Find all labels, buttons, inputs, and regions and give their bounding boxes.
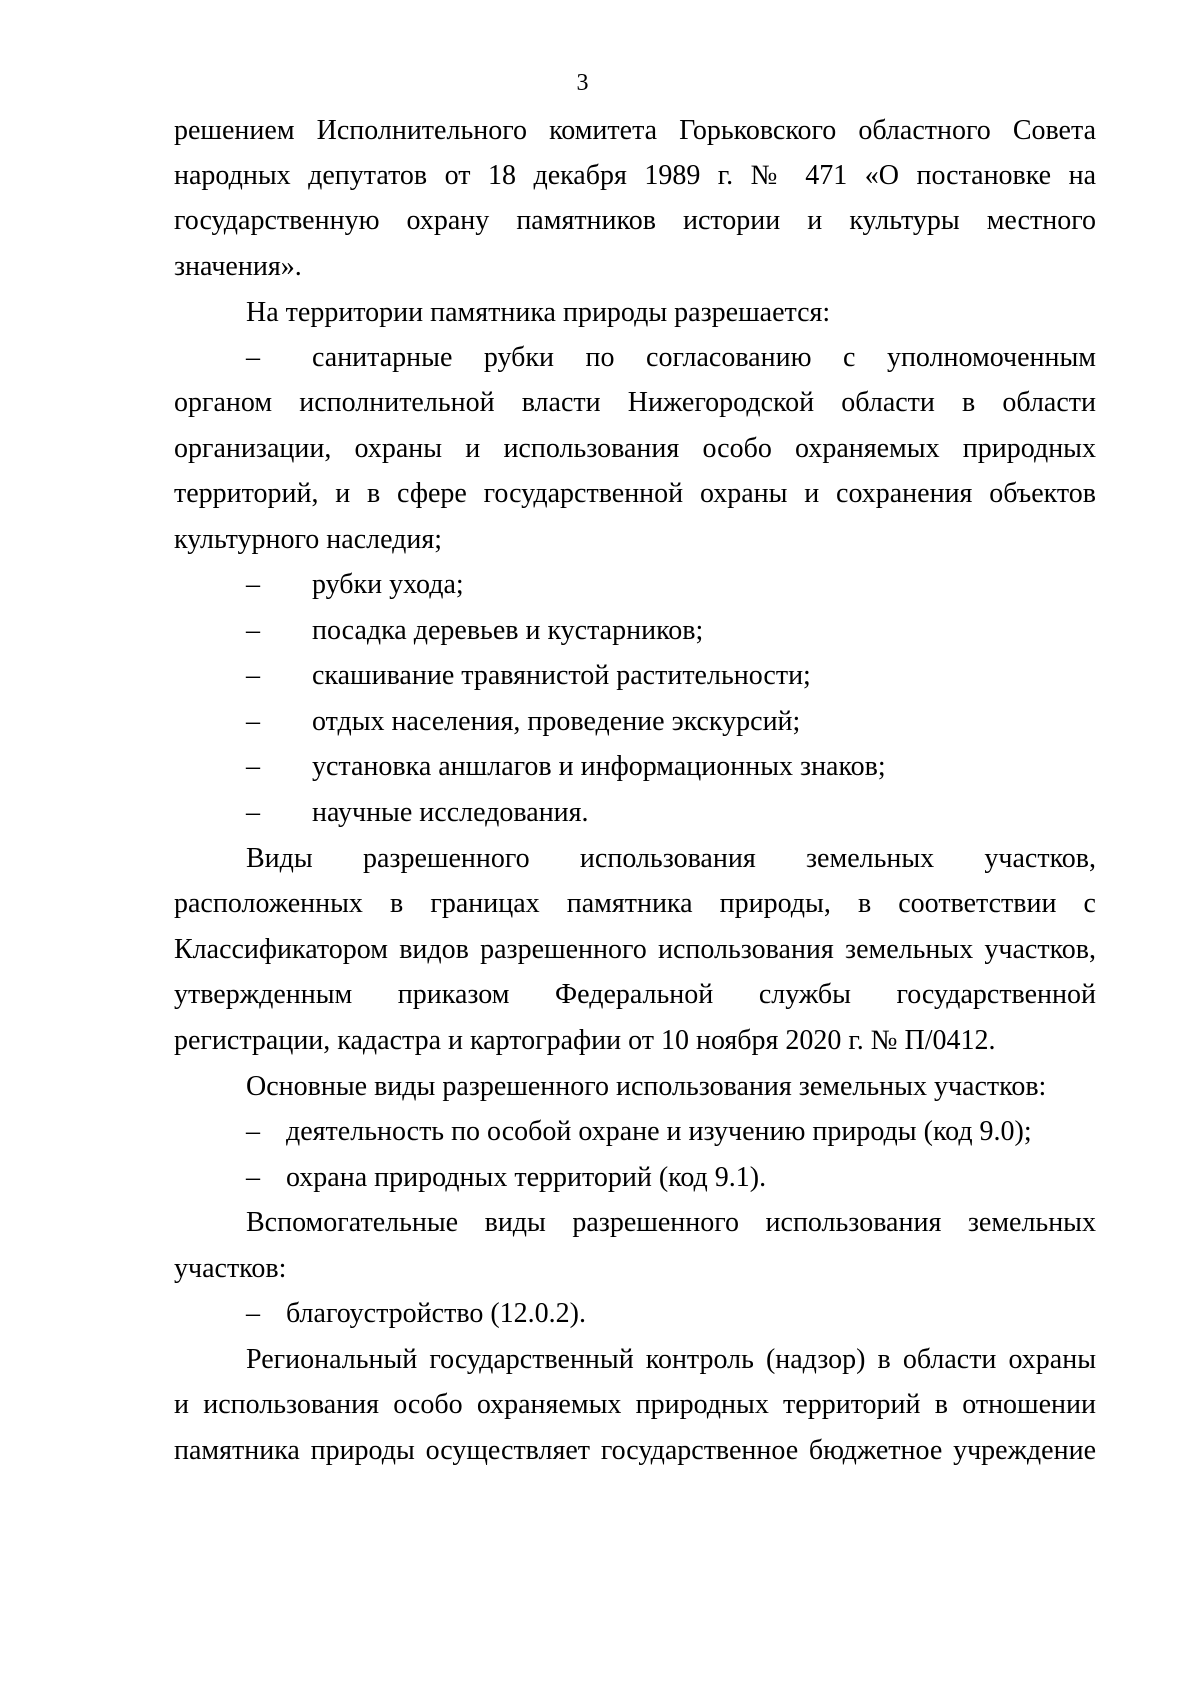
- intro-line: решением Исполнительного комитета Горьковского областного Совета: [174, 115, 1096, 146]
- sanitary-item-line: органом исполнительной власти Нижегородской области в области: [174, 387, 1096, 418]
- allowed-item: установка аншлагов и информационных знаков;: [312, 751, 886, 782]
- intro-line: значения».: [174, 251, 302, 282]
- control-line: и использования особо охраняемых природных территорий в отношении: [174, 1389, 1096, 1420]
- allowed-item: рубки ухода;: [312, 569, 464, 600]
- list-dash: –: [246, 706, 260, 737]
- allowed-item: скашивание травянистой растительности;: [312, 660, 811, 691]
- intro-line: государственную охрану памятников истории и культуры местного: [174, 205, 1096, 236]
- list-dash: –: [246, 751, 260, 782]
- control-line: Региональный государственный контроль (надзор) в области охраны: [246, 1344, 1096, 1375]
- list-dash: –: [246, 660, 260, 691]
- list-dash: –: [246, 797, 260, 828]
- list-dash: –: [246, 342, 260, 373]
- main-uses-heading: Основные виды разрешенного использования земельных участков:: [246, 1071, 1047, 1102]
- list-dash: –: [246, 569, 260, 600]
- allowed-item: посадка деревьев и кустарников;: [312, 615, 704, 646]
- sanitary-item-line: организации, охраны и использования особо охраняемых природных: [174, 433, 1096, 464]
- sanitary-item-line: санитарные рубки по согласованию с уполномоченным: [312, 342, 1096, 373]
- land-use-line: расположенных в границах памятника природы, в соответствии с: [174, 888, 1096, 919]
- page-number: 3: [576, 70, 589, 96]
- land-use-line: Виды разрешенного использования земельных участков,: [246, 843, 1096, 874]
- sanitary-item-line: культурного наследия;: [174, 524, 443, 555]
- main-use-item: деятельность по особой охране и изучению природы (код 9.0);: [286, 1116, 1032, 1147]
- main-use-item: охрана природных территорий (код 9.1).: [286, 1162, 767, 1193]
- aux-use-item: благоустройство (12.0.2).: [286, 1298, 587, 1329]
- sanitary-item-line: территорий, и в сфере государственной охраны и сохранения объектов: [174, 478, 1096, 509]
- land-use-line: Классификатором видов разрешенного использования земельных участков,: [174, 934, 1096, 965]
- list-dash: –: [246, 1116, 260, 1147]
- list-dash: –: [246, 1298, 260, 1329]
- land-use-line: регистрации, кадастра и картографии от 10 ноября 2020 г. № П/0412.: [174, 1025, 996, 1056]
- intro-line: народных депутатов от 18 декабря 1989 г. № 471 «О постановке на: [174, 160, 1096, 191]
- aux-uses-heading: участков:: [174, 1253, 287, 1284]
- allowed-heading: На территории памятника природы разрешается:: [246, 297, 831, 328]
- allowed-item: отдых населения, проведение экскурсий;: [312, 706, 801, 737]
- control-line: памятника природы осуществляет государственное бюджетное учреждение: [174, 1435, 1096, 1466]
- allowed-item: научные исследования.: [312, 797, 589, 828]
- land-use-line: утвержденным приказом Федеральной службы государственной: [174, 979, 1096, 1010]
- list-dash: –: [246, 1162, 260, 1193]
- aux-uses-heading: Вспомогательные виды разрешенного использования земельных: [246, 1207, 1096, 1238]
- list-dash: –: [246, 615, 260, 646]
